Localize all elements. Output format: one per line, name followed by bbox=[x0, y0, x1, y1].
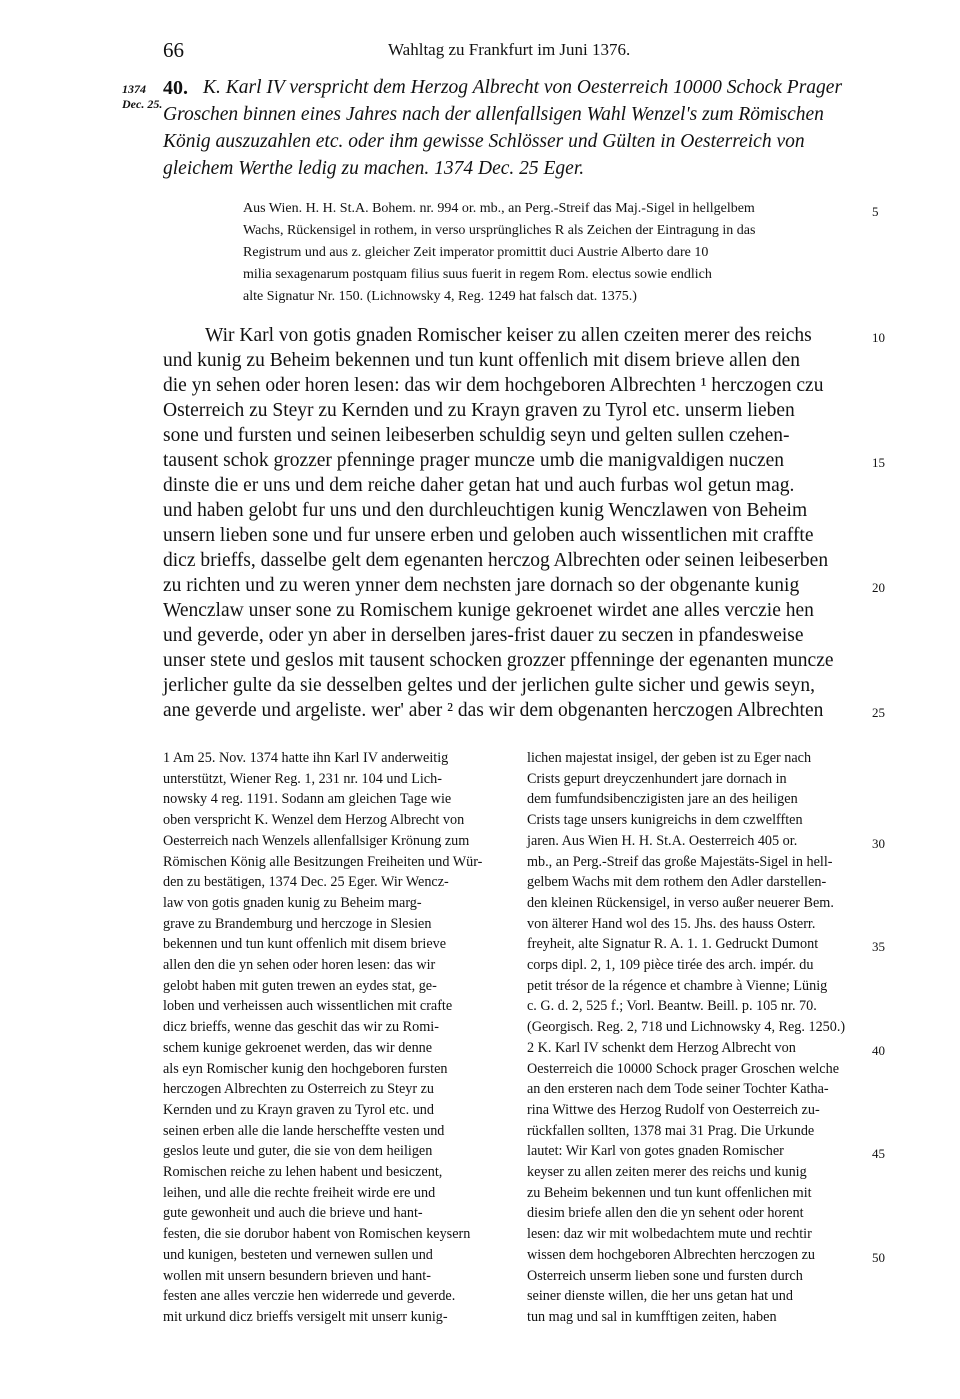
footnote-right-line: (Georgisch. Reg. 2, 718 und Lichnowsky 4, Reg. 1250.) bbox=[527, 1019, 846, 1036]
footnote-left-line: und kunigen, besteten und vernewen sullen und bbox=[163, 1246, 433, 1263]
footnote-right-line: Oesterreich die 10000 Schock prager Groschen welche bbox=[527, 1060, 840, 1077]
main-text-line: und kunig zu Beheim bekennen und tun kunt offenlich mit disem brieve allen den bbox=[163, 350, 801, 371]
footnote-right-line: Osterreich unserm lieben sone und fursten durch bbox=[527, 1267, 803, 1284]
source-line: milia sexagenarum postquam filius suus fuerit in regem Rom. electus sowie endlich bbox=[243, 267, 712, 282]
line-number: 10 bbox=[872, 330, 885, 345]
line-number: 25 bbox=[872, 705, 885, 720]
footnote-right-line: an den ersteren nach dem Tode seiner Tochter Katha- bbox=[527, 1081, 829, 1098]
footnote-left-line: Romischen reiche zu lehen habent und besiczent, bbox=[163, 1164, 443, 1180]
footnote-right-line: lautet: Wir Karl von gotes gnaden Romischer bbox=[527, 1143, 784, 1160]
page-number: 66 bbox=[163, 38, 184, 62]
footnote-left-line: leihen, und alle die rechte freiheit wirde ere und bbox=[163, 1184, 436, 1201]
line-number: 5 bbox=[872, 204, 879, 219]
main-text-line: die yn sehen oder horen lesen: das wir dem hochgeboren Albrechten ¹ herczogen czu bbox=[163, 375, 824, 396]
footnote-left-line: schem kunige gekroenet werden, das wir denne bbox=[163, 1039, 433, 1056]
main-text-line: und haben gelobt fur uns und den durchleuchtigen kunig Wenczlawen von Beheim bbox=[163, 500, 808, 521]
footnote-left-line: den zu bestätigen, 1374 Dec. 25 Eger. Wir Wencz- bbox=[163, 874, 449, 891]
line-number: 45 bbox=[872, 1146, 885, 1162]
footnote-left-line: als eyn Romischer kunig den hochgeboren fursten bbox=[163, 1060, 448, 1077]
footnote-left-line: 1 Am 25. Nov. 1374 hatte ihn Karl IV anderweitig bbox=[163, 750, 449, 766]
footnote-right-line: dem fumfundsibenczigisten jare an des heiligen bbox=[527, 791, 798, 808]
main-text-line: jerlicher gulte da sie desselben geltes und der jerlichen gulte sicher und gewis seyn, bbox=[163, 675, 815, 696]
heading-line: gleichem Werthe ledig zu machen. 1374 Dec. 25 Eger. bbox=[163, 158, 585, 179]
document-number: 40. bbox=[163, 77, 188, 99]
footnote-right-line: jaren. Aus Wien H. H. St.A. Oesterreich 405 or. bbox=[527, 832, 798, 849]
main-text-line: tausent schok grozzer pfenninge prager muncze umb die manigvaldigen nuczen bbox=[163, 450, 785, 471]
footnote-right-line: lichen majestat insigel, der geben ist zu Eger nach bbox=[527, 750, 812, 766]
footnote-left-line: dicz brieffs, wenne das geschit das wir zu Romi- bbox=[163, 1019, 439, 1036]
footnote-right-line: gelbem Wachs mit dem rothem den Adler darstellen- bbox=[527, 874, 827, 891]
footnote-left-line: Kernden und zu Krayn graven zu Tyrol etc. und bbox=[163, 1101, 434, 1118]
footnote-right-line: Crists gepurt dreyczenhundert jare dornach in bbox=[527, 770, 787, 787]
margin-date-day: Dec. 25. bbox=[122, 97, 163, 111]
main-text-line: und geverde, oder yn aber in derselben jares-frist dauer zu seczen in pfandesweise bbox=[163, 625, 804, 646]
footnote-left-line: bekennen und tun kunt offenlich mit disem brieve bbox=[163, 936, 447, 953]
footnote-right-line: rina Wittwe des Herzog Rudolf von Oesterreich zu- bbox=[527, 1101, 820, 1118]
footnote-right-line: petit trésor de la régence et chambre à Vienne; Lünig bbox=[527, 977, 828, 994]
margin-date-year: 1374 bbox=[122, 82, 146, 96]
line-number: 20 bbox=[872, 580, 885, 595]
footnote-left-line: loben und verheissen auch wissentlichen mit crafte bbox=[163, 998, 453, 1015]
footnote-right-line: den kleinen Rückensigel, in verso außer neuerer Bem. bbox=[527, 894, 834, 911]
main-text-line: unser stete und geslos mit tausent schocken grozzer pffenninge der egenanten muncze bbox=[163, 650, 834, 671]
footnote-right-line: seiner dienste willen, die her uns getan hat und bbox=[527, 1288, 793, 1305]
line-number: 40 bbox=[872, 1042, 885, 1058]
footnote-right-line: keyser zu allen zeiten merer des reichs und kunig bbox=[527, 1164, 807, 1180]
line-number: 35 bbox=[872, 939, 885, 955]
main-text-line: sone und fursten und seinen leibeserben schuldig seyn und gelten sullen czehen- bbox=[163, 425, 790, 446]
main-text-line: Wenczlaw unser sone zu Romischem kunige gekroenet wirdet ane alles verczie hen bbox=[163, 600, 814, 621]
line-number: 50 bbox=[872, 1249, 885, 1265]
source-line: alte Signatur Nr. 150. (Lichnowsky 4, Reg. 1249 hat falsch dat. 1375.) bbox=[243, 289, 637, 304]
line-number: 30 bbox=[872, 835, 885, 851]
main-text-line: zu richten und zu weren ynner dem nechsten jare dornach so der obgenante kunig bbox=[163, 575, 800, 596]
footnote-right-line: von älterer Hand wol des 15. Jhs. des hauss Osterr. bbox=[527, 915, 816, 932]
source-line: Wachs, Rückensigel in rothem, in verso ursprüngliches R als Zeichen der Eintragung in das bbox=[243, 223, 756, 238]
footnote-right-line: tun mag und sal in kumfftigen zeiten, haben bbox=[527, 1308, 777, 1325]
main-text-line: ane geverde und argeliste. wer' aber ² das wir dem obgenanten herczogen Albrechten bbox=[163, 700, 824, 721]
footnote-right-line: corps dipl. 2, 1, 109 pièce tirée des arch. impér. du bbox=[527, 957, 814, 973]
source-line: Aus Wien. H. H. St.A. Bohem. nr. 994 or. mb., an Perg.-Streif das Maj.-Sigel in hellgelbem bbox=[243, 201, 755, 216]
footnote-right-line: wissen dem hochgeboren Albrechten herczogen zu bbox=[527, 1246, 815, 1263]
footnote-right-line: Crists tage unsers kunigreichs in dem czwelfften bbox=[527, 812, 803, 829]
footnote-left-line: grave zu Brandemburg und herczoge in Slesien bbox=[163, 915, 432, 932]
main-text-line: unsern lieben sone und fur unsere erben und geloben auch wissentlichen mit craffte bbox=[163, 525, 814, 546]
main-text-line: Osterreich zu Steyr zu Kernden und zu Krayn graven zu Tyrol etc. unserm lieben bbox=[163, 400, 795, 421]
running-head: Wahltag zu Frankfurt im Juni 1376. bbox=[388, 40, 631, 59]
footnote-right-line: lesen: daz wir mit wolbedachtem mute und rechtir bbox=[527, 1226, 812, 1243]
footnote-left-line: Oesterreich nach Wenzels allenfallsiger Krönung zum bbox=[163, 832, 470, 849]
footnote-left-line: unterstützt, Wiener Reg. 1, 231 nr. 104 und Lich- bbox=[163, 770, 442, 787]
footnote-right-line: c. G. d. 2, 525 f.; Vorl. Beantw. Beill. p. 105 nr. 70. bbox=[527, 998, 817, 1015]
footnote-left-line: festen ane alles verczie hen widerrede und geverde. bbox=[163, 1288, 456, 1305]
footnote-left-line: geslos leute und guter, die sie von dem heiligen bbox=[163, 1143, 433, 1160]
footnote-left-line: law von gotis gnaden kunig zu Beheim marg- bbox=[163, 894, 422, 911]
footnote-left-line: festen, die sie dorubor habent von Romischen keysern bbox=[163, 1226, 471, 1243]
main-text-line: dinste die er uns und dem reiche daher getan hat und auch furbas wol getun mag. bbox=[163, 475, 795, 496]
footnote-right-line: rückfallen sollten, 1378 mai 31 Prag. Die Urkunde bbox=[527, 1122, 815, 1139]
footnote-left-line: gute gewonheit und auch die brieve und hant- bbox=[163, 1205, 423, 1222]
heading-line: Groschen binnen eines Jahres nach der allenfallsigen Wahl Wenzel's zum Römischen bbox=[163, 104, 824, 125]
footnote-right-line: mb., an Perg.-Streif das große Majestäts-Sigel in hell- bbox=[527, 853, 833, 870]
footnote-left-line: herczogen Albrechten zu Osterreich zu Steyr zu bbox=[163, 1081, 435, 1098]
footnote-left-line: gelobt haben mit guten trewen an eydes stat, ge- bbox=[163, 977, 437, 994]
main-text-line: dicz brieffs, dasselbe gelt dem egenanten herczog Albrechten oder seinen leibeserben bbox=[163, 550, 829, 571]
heading-line: König auszuzahlen etc. oder ihm gewisse Schlösser und Gülten in Oesterreich von bbox=[163, 131, 805, 152]
main-text-line: Wir Karl von gotis gnaden Romischer keiser zu allen czeiten merer des reichs bbox=[205, 325, 812, 346]
footnote-left-line: nowsky 4 reg. 1191. Sodann am gleichen Tage wie bbox=[163, 791, 452, 808]
footnote-right-line: 2 K. Karl IV schenkt dem Herzog Albrecht von bbox=[527, 1039, 796, 1056]
footnote-right-line: freyheit, alte Signatur R. A. 1. 1. Gedruckt Dumont bbox=[527, 936, 819, 953]
footnote-left-line: mit urkund dicz brieffs versigelt mit unserr kunig- bbox=[163, 1308, 448, 1325]
footnote-left-line: allen den die yn sehen oder horen lesen: das wir bbox=[163, 957, 436, 973]
line-number: 15 bbox=[872, 455, 885, 470]
heading-line: K. Karl IV verspricht dem Herzog Albrecht von Oesterreich 10000 Schock Prager bbox=[203, 77, 843, 98]
footnote-left-line: Römischen König alle Besitzungen Freiheiten und Wür- bbox=[163, 853, 483, 870]
footnote-left-line: seinen erben alle die lande herscheffte vesten und bbox=[163, 1122, 445, 1139]
source-line: Registrum und aus z. gleicher Zeit imperator promittit duci Austrie Alberto dare 10 bbox=[243, 245, 709, 260]
footnote-left-line: oben verspricht K. Wenzel dem Herzog Albrecht von bbox=[163, 812, 465, 829]
footnote-right-line: zu Beheim bekennen und tun kunt offenlichen mit bbox=[527, 1184, 812, 1201]
footnote-left-line: wollen mit unsern besundern brieven und hant- bbox=[163, 1267, 431, 1284]
footnote-right-line: diesim briefe allen den die yn sehent oder horent bbox=[527, 1205, 804, 1222]
